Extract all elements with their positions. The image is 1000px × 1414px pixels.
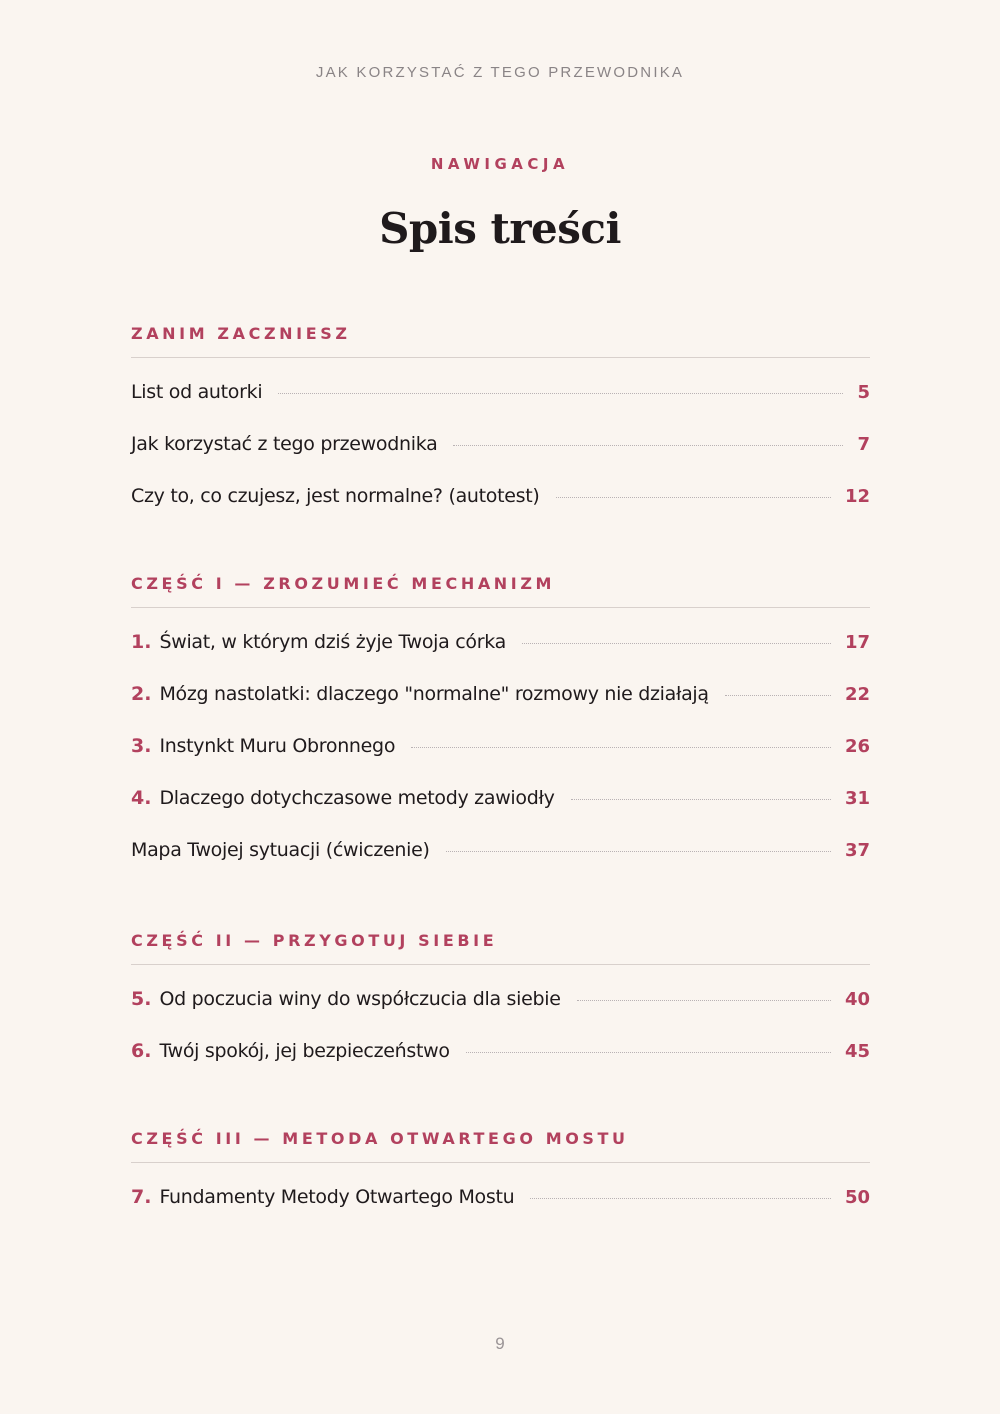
toc-entry[interactable]: [131, 1040, 870, 1092]
dot-leader: [725, 695, 831, 696]
toc-entry-number: 5.: [131, 988, 152, 1010]
page-number: 9: [495, 1334, 505, 1353]
toc-entry-label: Czy to, co czujesz, jest normalne? (autotest): [131, 485, 540, 507]
page-title: Spis treści: [379, 204, 621, 253]
toc-entry-list: [131, 608, 870, 891]
dot-leader: [556, 497, 831, 498]
toc-entry[interactable]: [131, 839, 870, 891]
running-head: JAK KORZYSTAĆ Z TEGO PRZEWODNIKA: [315, 64, 685, 81]
toc-section: [131, 1128, 870, 1238]
toc-entry-label: Od poczucia winy do współczucia dla siebie: [159, 988, 561, 1010]
toc-entry-label: Dlaczego dotychczasowe metody zawiodły: [159, 787, 555, 809]
toc-entry-number: 3.: [131, 735, 152, 757]
toc-entry-number: 1.: [131, 631, 152, 653]
toc-entry-page: 26: [844, 736, 870, 757]
dot-leader: [411, 747, 831, 748]
section-kicker: NAWIGACJA: [430, 155, 570, 173]
toc-section-heading: ZANIM ZACZNIESZ: [131, 323, 870, 358]
toc-entry-number: 4.: [131, 787, 152, 809]
toc-entry-page: 40: [844, 989, 870, 1010]
toc-entry[interactable]: [131, 433, 870, 485]
dot-leader: [522, 643, 831, 644]
toc-entry[interactable]: [131, 787, 870, 839]
toc-entry-label: Mapa Twojej sytuacji (ćwiczenie): [131, 839, 430, 861]
toc-entry-label: List od autorki: [131, 381, 263, 403]
toc-entry-page: 7: [857, 434, 870, 455]
toc-section-heading: CZĘŚĆ II — PRZYGOTUJ SIEBIE: [131, 930, 870, 965]
toc-entry-list: [131, 965, 870, 1092]
toc-entry-number: 6.: [131, 1040, 152, 1062]
toc-entry-list: [131, 358, 870, 537]
toc-entry[interactable]: [131, 683, 870, 735]
toc-entry[interactable]: [131, 988, 870, 1040]
toc-entry-page: 37: [844, 840, 870, 861]
toc-entry-label: Instynkt Muru Obronnego: [159, 735, 396, 757]
toc-section: [131, 323, 870, 537]
toc-entry-page: 50: [844, 1187, 870, 1208]
toc-section-heading: CZĘŚĆ III — METODA OTWARTEGO MOSTU: [131, 1128, 870, 1163]
toc-entry[interactable]: [131, 735, 870, 787]
toc-entry-label: Twój spokój, jej bezpieczeństwo: [159, 1040, 450, 1062]
toc-entry-page: 5: [857, 382, 870, 403]
toc-entry-page: 22: [844, 684, 870, 705]
toc-entry-label: Fundamenty Metody Otwartego Mostu: [159, 1186, 515, 1208]
toc-entry-label: Jak korzystać z tego przewodnika: [131, 433, 438, 455]
toc-entry[interactable]: [131, 1186, 870, 1238]
toc-entry-number: 2.: [131, 683, 152, 705]
toc-entry-page: 17: [844, 632, 870, 653]
toc-entry-list: [131, 1163, 870, 1238]
toc-section-heading: CZĘŚĆ I — ZROZUMIEĆ MECHANIZM: [131, 573, 870, 608]
toc-entry[interactable]: [131, 631, 870, 683]
dot-leader: [278, 393, 843, 394]
toc-entry-number: 7.: [131, 1186, 152, 1208]
dot-leader: [453, 445, 843, 446]
toc-entry-page: 45: [844, 1041, 870, 1062]
toc-entry-label: Mózg nastolatki: dlaczego "normalne" rozmowy nie działają: [159, 683, 709, 705]
toc-section: [131, 930, 870, 1092]
toc-entry-page: 12: [844, 486, 870, 507]
toc-entry-label: Świat, w którym dziś żyje Twoja córka: [159, 631, 506, 653]
dot-leader: [577, 1000, 831, 1001]
dot-leader: [571, 799, 831, 800]
dot-leader: [530, 1198, 831, 1199]
toc-entry[interactable]: [131, 485, 870, 537]
dot-leader: [446, 851, 831, 852]
dot-leader: [466, 1052, 831, 1053]
toc-entry-page: 31: [844, 788, 870, 809]
toc-entry[interactable]: [131, 381, 870, 433]
toc-section: [131, 573, 870, 891]
